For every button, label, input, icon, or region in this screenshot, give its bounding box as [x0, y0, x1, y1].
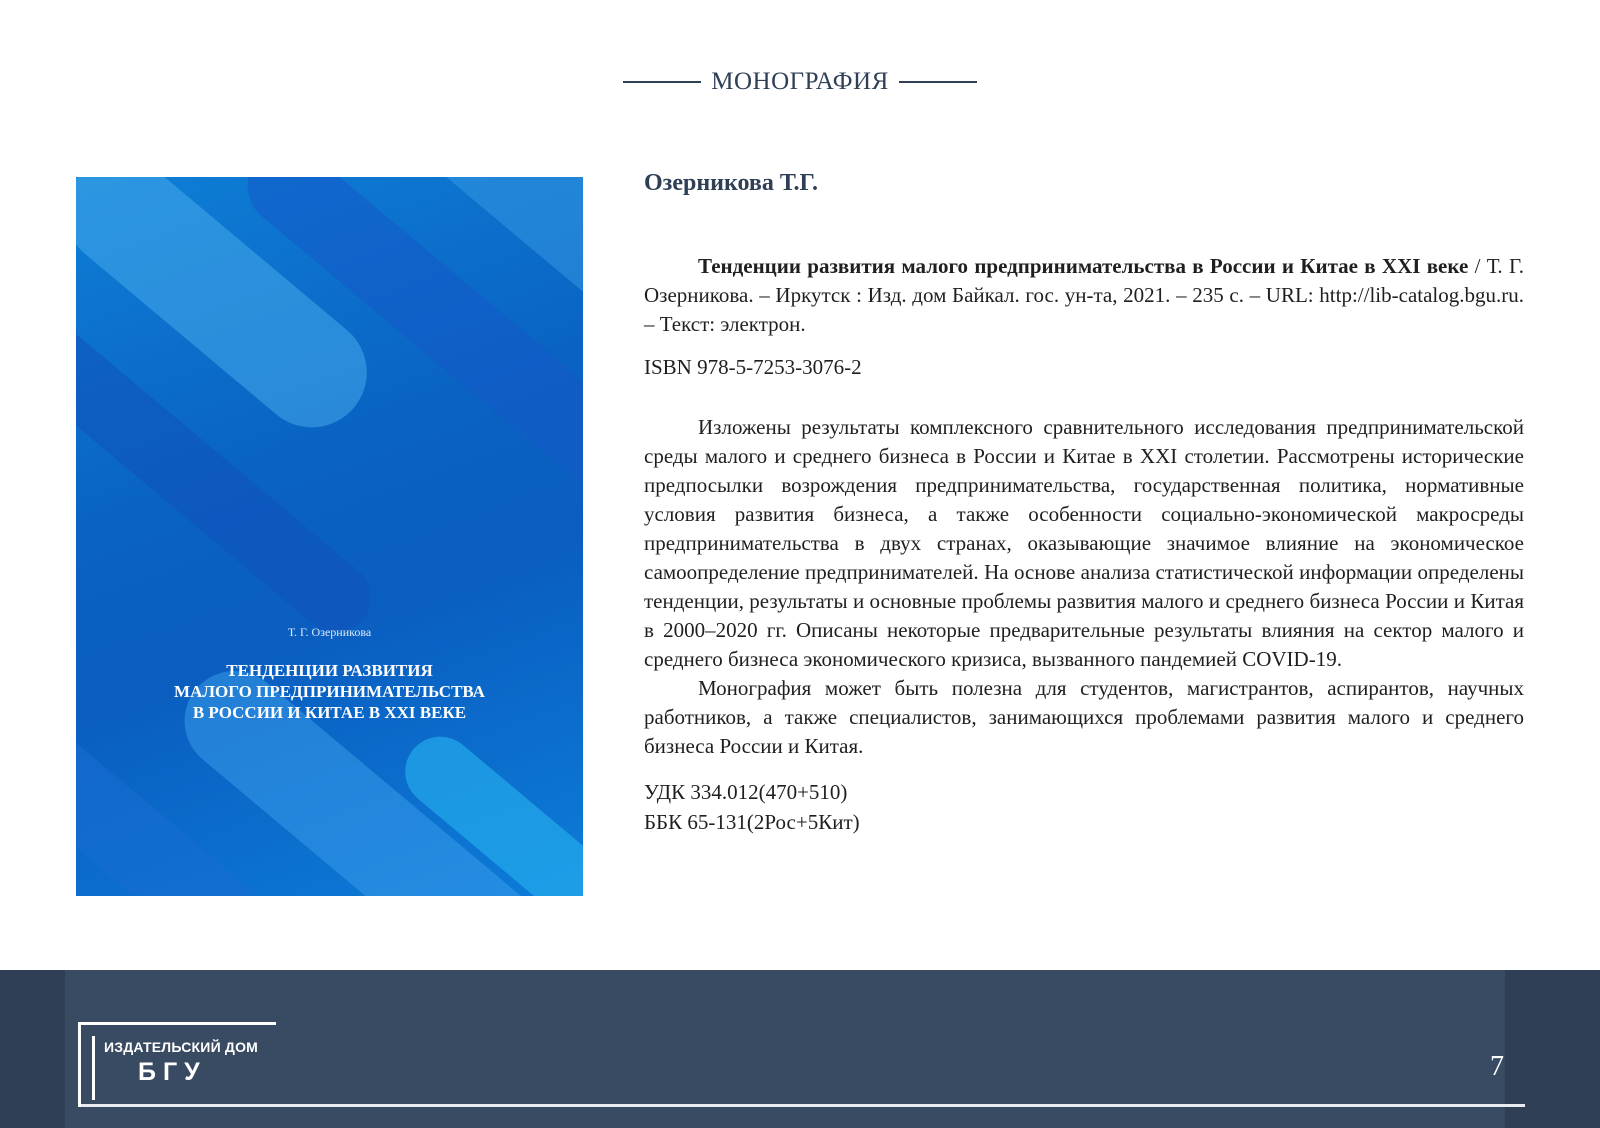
section-title: МОНОГРАФИЯ [711, 68, 889, 95]
cover-author: Т. Г. Озерникова [287, 625, 372, 639]
cover-title-line: ТЕНДЕНЦИИ РАЗВИТИЯ [226, 661, 433, 680]
publisher-logo [78, 1022, 278, 1107]
bibliographic-details: / Т. Г. Озерникова. – Иркутск : Изд. дом Байкал. гос. ун-та, 2021. – 235 с. – URL: http://lib-catalog.bgu.ru. – Текст: электрон. [644, 254, 1524, 336]
logo-text-line1: ИЗДАТЕЛЬСКИЙ ДОМ [104, 1039, 259, 1055]
header-rule-left [623, 81, 701, 83]
bibliographic-entry [644, 170, 1524, 837]
page-number: 7 [1490, 1051, 1504, 1082]
cover-title [76, 660, 583, 723]
isbn: ISBN 978-5-7253-3076-2 [644, 355, 862, 379]
bibliographic-record [644, 252, 1524, 339]
logo-frame-inner [92, 1036, 95, 1100]
annotation-paragraph: Изложены результаты комплексного сравнительного исследования предпринимательской среды малого и среднего бизнеса в России и Китае в XXI столетии. Рассмотрены исторические предпосылки возрождения предпринимательства, государственная политика, нормативные условия развития бизнеса, а также особенности социально-экономической макросреды предпринимательства в двух странах, оказывающие значимое влияние на экономическое самоопределение предпринимателей. На основе анализа статистической информации определены тенденции, результаты и основные проблемы развития малого и среднего бизнеса России и Китая в 2000–2020 гг. Описаны некоторые предварительные результаты влияния на сектор малого и среднего бизнеса экономического кризиса, вызванного пандемией COVID-19. [644, 415, 1524, 671]
cover-title-line: В РОССИИ И КИТАЕ В XXI ВЕКЕ [192, 703, 467, 722]
footer-divider [78, 1104, 1525, 1107]
book-cover-image [76, 177, 583, 896]
header-rule-right [899, 81, 977, 83]
section-header [0, 68, 1600, 96]
udk-code: УДК 334.012(470+510) [644, 780, 848, 804]
entry-author: Озерникова Т.Г. [644, 170, 819, 196]
logo-frame-top [78, 1022, 276, 1025]
logo-frame-side [78, 1022, 81, 1107]
classification-codes [644, 777, 1524, 837]
logo-text-line2: БГУ [138, 1058, 207, 1086]
bbk-code: ББК 65-131(2Рос+5Кит) [644, 810, 860, 834]
book-title: Тенденции развития малого предпринимательства в России и Китае в XXI веке [698, 254, 1469, 278]
annotation-paragraph: Монография может быть полезна для студентов, магистрантов, аспирантов, научных работников, а также специалистов, занимающихся проблемами развития малого и среднего бизнеса России и Китая. [644, 676, 1524, 758]
cover-title-line: МАЛОГО ПРЕДПРИНИМАТЕЛЬСТВА [174, 682, 485, 701]
